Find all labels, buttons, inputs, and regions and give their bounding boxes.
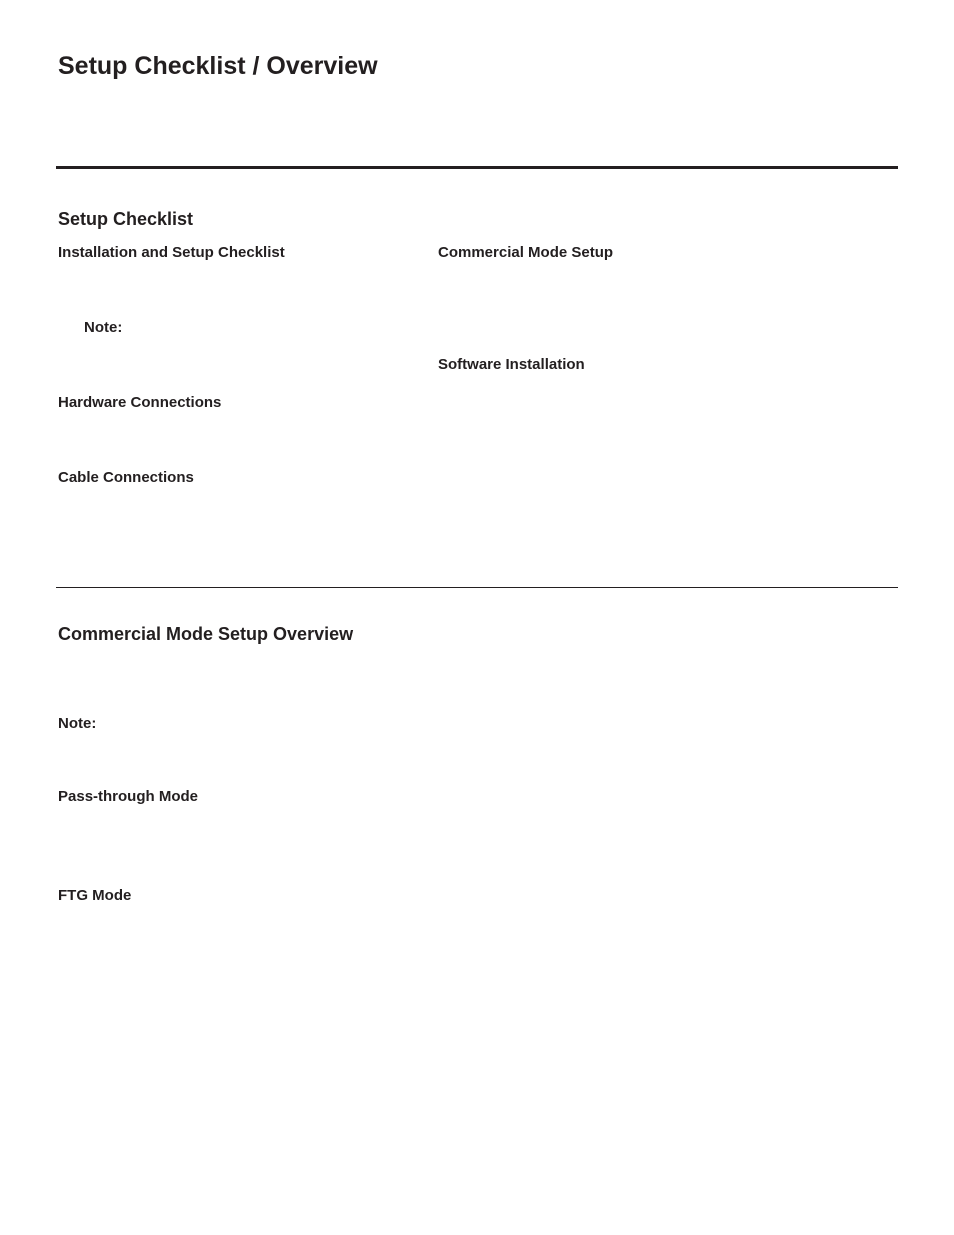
- note-label: Note:: [84, 319, 123, 336]
- pass-through-mode-heading: Pass-through Mode: [58, 788, 199, 805]
- software-installation-heading: Software Installation: [438, 356, 585, 373]
- section-divider: [56, 587, 898, 588]
- commercial-mode-setup-heading: Commercial Mode Setup: [438, 244, 614, 261]
- hardware-connections-heading: Hardware Connections: [58, 394, 222, 411]
- title-divider: [56, 166, 898, 169]
- cable-connections-heading: Cable Connections: [58, 469, 194, 486]
- overview-note-label: Note:: [58, 715, 97, 732]
- ftg-mode-heading: FTG Mode: [58, 887, 132, 904]
- page-title: Setup Checklist / Overview: [58, 52, 378, 80]
- installation-checklist-heading: Installation and Setup Checklist: [58, 244, 285, 261]
- commercial-overview-heading: Commercial Mode Setup Overview: [58, 624, 354, 644]
- setup-checklist-heading: Setup Checklist: [58, 209, 194, 229]
